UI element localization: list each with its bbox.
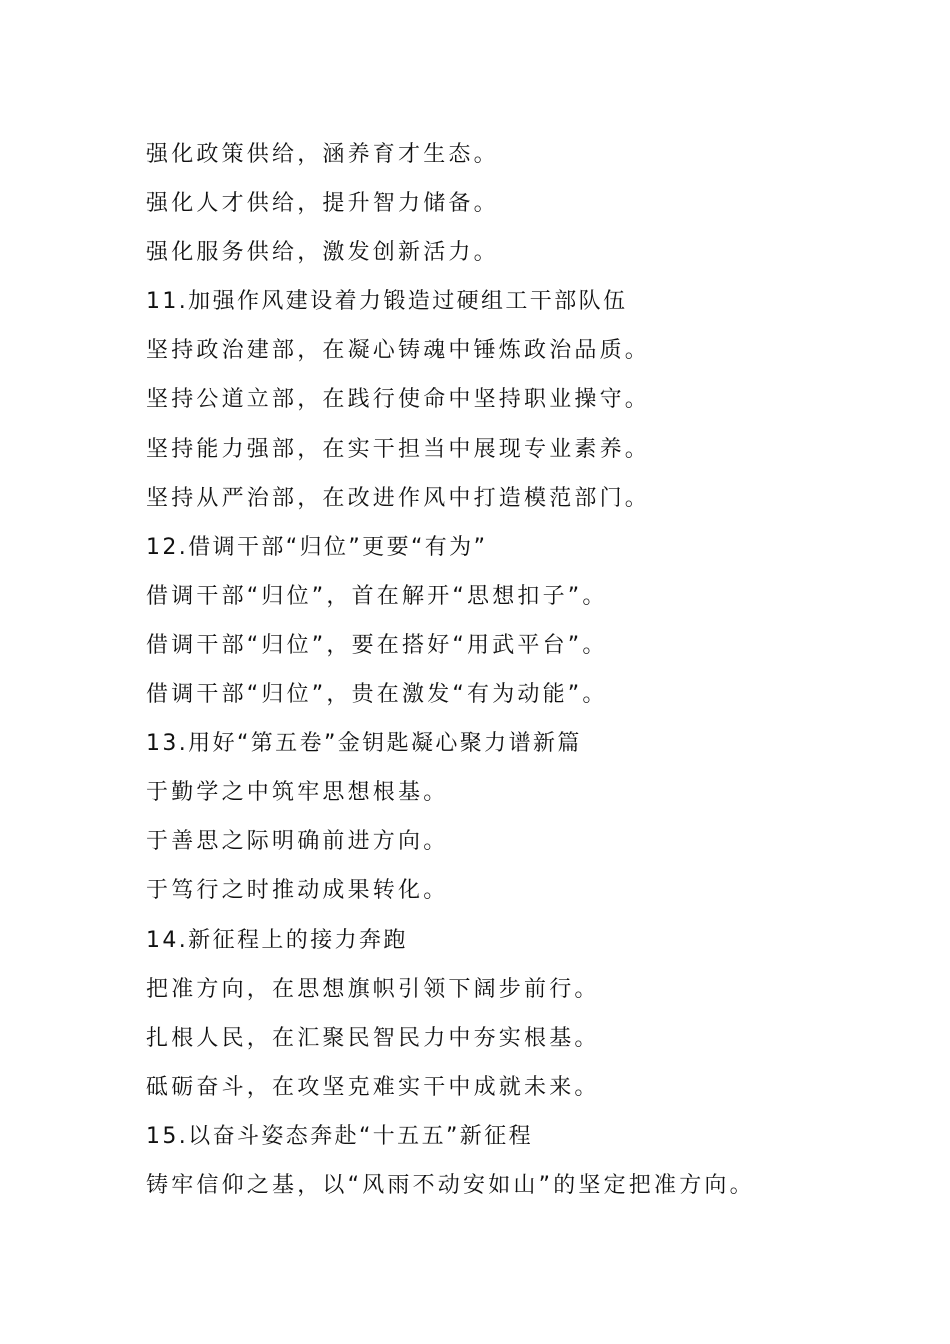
text-line: 强化人才供给，提升智力储备。: [146, 191, 499, 217]
section-heading: 12.借调干部“归位”更要“有为”: [146, 534, 488, 560]
section-heading: 11.加强作风建设着力锻造过硬组工干部队伍: [146, 289, 628, 315]
text-line: 借调干部“归位”，首在解开“思想扣子”。: [146, 583, 608, 609]
text-line: 把准方向，在思想旗帜引领下阔步前行。: [146, 976, 600, 1002]
text-line: 扎根人民，在汇聚民智民力中夯实根基。: [146, 1025, 600, 1051]
section-heading: 15.以奋斗姿态奔赴“十五五”新征程: [146, 1123, 533, 1149]
text-line: 铸牢信仰之基，以“风雨不动安如山”的坚定把准方向。: [146, 1172, 755, 1198]
text-line: 于笃行之时推动成果转化。: [146, 878, 449, 904]
text-line: 坚持政治建部，在凝心铸魂中锤炼政治品质。: [146, 338, 651, 364]
text-line: 借调干部“归位”，贵在激发“有为动能”。: [146, 682, 608, 708]
text-line: 强化政策供给，涵养育才生态。: [146, 142, 499, 167]
text-line: 强化服务供给，激发创新活力。: [146, 240, 499, 266]
text-line: 借调干部“归位”，要在搭好“用武平台”。: [146, 632, 608, 658]
section-heading: 13.用好“第五卷”金钥匙凝心聚力谱新篇: [146, 731, 582, 757]
text-line: 砥砺奋斗，在攻坚克难实干中成就未来。: [146, 1074, 600, 1100]
section-heading: 14.新征程上的接力奔跑: [146, 927, 408, 953]
text-line: 坚持能力强部，在实干担当中展现专业素养。: [146, 436, 651, 462]
text-line: 于勤学之中筑牢思想根基。: [146, 780, 449, 806]
text-line: 于善思之际明确前进方向。: [146, 829, 449, 855]
text-line: 坚持从严治部，在改进作风中打造模范部门。: [146, 485, 651, 511]
document-body: [146, 130, 846, 1210]
text-line: 坚持公道立部，在践行使命中坚持职业操守。: [146, 387, 651, 413]
